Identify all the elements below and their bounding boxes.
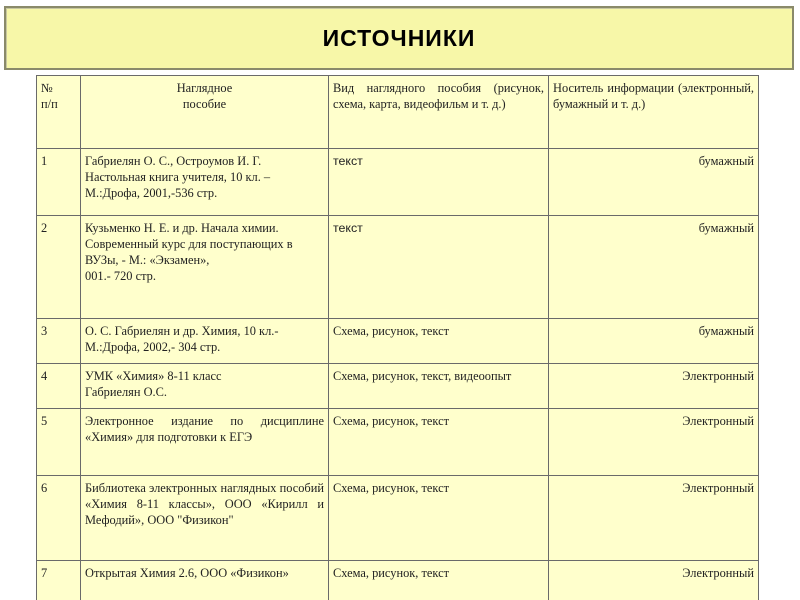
cell-type: текст — [329, 216, 549, 319]
cell-medium: Электронный — [549, 561, 759, 600]
cell-aid: Кузьменко Н. Е. и др. Начала химии. Современный курс для поступающих в ВУЗы, - М.: «Экзамен», 001.- 720 стр. — [81, 216, 329, 319]
cell-aid: О. С. Габриелян и др. Химия, 10 кл.- М.:Дрофа, 2002,- 304 стр. — [81, 319, 329, 364]
table-row — [37, 364, 759, 409]
cell-medium: бумажный — [549, 149, 759, 216]
page-title: ИСТОЧНИКИ — [322, 24, 476, 51]
cell-medium: бумажный — [549, 216, 759, 319]
cell-num: 1 — [37, 149, 81, 216]
cell-aid: Открытая Химия 2.6, ООО «Физикон» — [81, 561, 329, 600]
cell-type: Схема, рисунок, текст — [329, 409, 549, 476]
cell-medium: бумажный — [549, 319, 759, 364]
title-banner — [4, 6, 794, 70]
cell-num: 7 — [37, 561, 81, 600]
cell-aid: УМК «Химия» 8-11 класс Габриелян О.С. — [81, 364, 329, 409]
cell-num: 4 — [37, 364, 81, 409]
cell-medium: Электронный — [549, 364, 759, 409]
cell-aid: Габриелян О. С., Остроумов И. Г. Настольная книга учителя, 10 кл. – М.:Дрофа, 2001,-536 стр. — [81, 149, 329, 216]
cell-aid: Электронное издание по дисциплине «Химия» для подготовки к ЕГЭ — [81, 409, 329, 476]
table-row — [37, 476, 759, 561]
cell-medium: Электронный — [549, 409, 759, 476]
cell-type: Схема, рисунок, текст — [329, 476, 549, 561]
cell-num: 2 — [37, 216, 81, 319]
cell-num: 3 — [37, 319, 81, 364]
table-row — [37, 149, 759, 216]
sources-table — [36, 75, 759, 600]
header-num: № п/п — [37, 76, 81, 149]
table-row — [37, 409, 759, 476]
table-row — [37, 319, 759, 364]
cell-medium: Электронный — [549, 476, 759, 561]
table-header-row — [37, 76, 759, 149]
cell-type: Схема, рисунок, текст — [329, 319, 549, 364]
cell-num: 5 — [37, 409, 81, 476]
cell-aid: Библиотека электронных наглядных пособий «Химия 8-11 классы», ООО «Кирилл и Мефодий», ООО "Физикон" — [81, 476, 329, 561]
header-type: Вид наглядного пособия (рисунок, схема, карта, видеофильм и т. д.) — [329, 76, 549, 149]
cell-type: Схема, рисунок, текст, видеоопыт — [329, 364, 549, 409]
cell-num: 6 — [37, 476, 81, 561]
table-row — [37, 216, 759, 319]
header-medium: Носитель информации (электронный, бумажный и т. д.) — [549, 76, 759, 149]
table-row — [37, 561, 759, 600]
cell-type: Схема, рисунок, текст — [329, 561, 549, 600]
header-aid: Наглядное пособие — [81, 76, 329, 149]
cell-type: текст — [329, 149, 549, 216]
